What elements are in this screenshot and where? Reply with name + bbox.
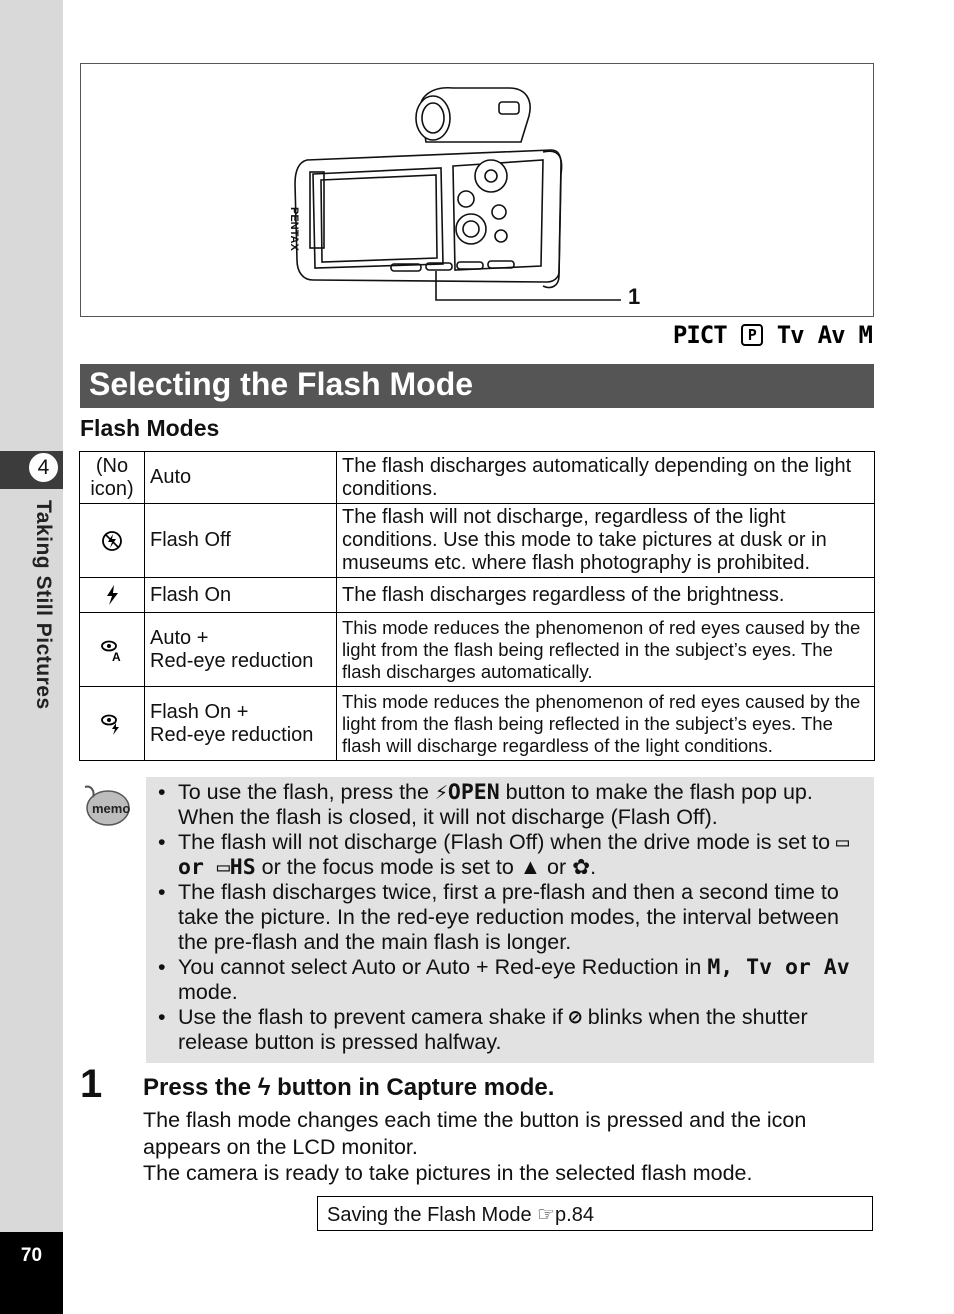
chapter-title: Taking Still Pictures — [32, 500, 55, 710]
camera-illustration — [81, 64, 873, 316]
flash-off-icon — [97, 527, 127, 555]
section-title: Selecting the Flash Mode — [89, 366, 474, 402]
list-item: • You cannot select Auto or Auto + Red-eye Reduction in M, Tv or Av mode. — [158, 955, 874, 1005]
auto-red-eye-icon — [97, 636, 127, 664]
flash-open-button-icon: ⚡OPEN — [434, 780, 500, 805]
mode-name: Auto — [145, 452, 337, 504]
mode-name-line2: Red-eye reduction — [150, 649, 314, 672]
mode-name-line2: Red-eye reduction — [150, 723, 314, 746]
mode-description: This mode reduces the phenomenon of red eyes caused by the light from the flash being reflected in the subject’s eyes. The flash will discharge regardless of the light conditions. — [337, 687, 875, 761]
step-paragraph: The flash mode changes each time the button is pressed and the icon appears on the LCD monitor. — [143, 1108, 807, 1159]
mode-name: Auto + — [150, 626, 209, 649]
page-reference: Saving the Flash Mode ☞p.84 — [317, 1196, 873, 1231]
memo-icon — [81, 783, 131, 829]
flash-on-icon — [97, 581, 127, 609]
memo-icon-label: memo — [92, 801, 131, 816]
pict-mode-icon: PICT — [672, 321, 727, 349]
list-item: • Use the flash to prevent camera shake if ⊘ blinks when the shutter release button is pressed halfway. — [158, 1005, 874, 1055]
mode-name: Flash On + — [150, 700, 249, 723]
table-row — [80, 504, 875, 578]
mode-description: This mode reduces the phenomenon of red eyes caused by the light from the flash being reflected in the subject’s eyes. The flash discharges automatically. — [337, 613, 875, 687]
mode-description: The flash discharges automatically depending on the light conditions. — [337, 452, 875, 504]
step-paragraph: The camera is ready to take pictures in the selected flash mode. — [143, 1161, 753, 1185]
flash-on-red-eye-icon — [97, 710, 127, 738]
drive-mode-icons: ▭ or ▭HS — [178, 830, 849, 880]
av-mode-icon: Av — [817, 321, 845, 349]
step-title: Press the ϟ button in Capture mode. — [143, 1074, 555, 1101]
flash-modes-table — [79, 451, 875, 761]
manual-mode-icon: M — [858, 321, 872, 349]
table-row — [80, 687, 875, 761]
mode-description: The flash discharges regardless of the brightness. — [337, 578, 875, 613]
step-body — [143, 1107, 878, 1187]
subheading: Flash Modes — [80, 415, 220, 441]
table-row — [80, 613, 875, 687]
table-row — [80, 452, 875, 504]
flash-button-icon: ϟ — [257, 1074, 271, 1101]
svg-text:A: A — [112, 649, 121, 664]
exposure-mode-icons: M, Tv or Av — [707, 955, 850, 980]
program-mode-icon: P — [741, 324, 763, 346]
mode-description: The flash will not discharge, regardless of the light conditions. Use this mode to take pictures at dusk or in museums etc. where flash photography is prohibited. — [337, 504, 875, 578]
applicable-modes — [673, 321, 872, 349]
list-item: • To use the flash, press the ⚡OPEN button to make the flash pop up. When the flash is closed, it will not discharge (Flash Off). — [158, 780, 874, 830]
memo-list — [158, 780, 874, 1055]
mode-name: Flash Off — [145, 504, 337, 578]
callout-number: 1 — [628, 284, 641, 309]
camera-shake-icon: ⊘ — [568, 1005, 582, 1030]
mode-name: Flash On — [145, 578, 337, 613]
tv-mode-icon: Tv — [776, 321, 804, 349]
camera-figure — [80, 63, 874, 317]
page-number: 70 — [20, 1245, 43, 1266]
no-icon-label: (No icon) — [80, 452, 145, 504]
chapter-number: 4 — [27, 451, 60, 484]
camera-brand-label: PENTAX — [288, 207, 300, 251]
step-number: 1 — [80, 1062, 103, 1106]
table-row — [80, 578, 875, 613]
list-item: • The flash discharges twice, first a pre-flash and then a second time to take the picture. In the red-eye reduction modes, the interval between the pre-flash and the main flash is longer. — [158, 880, 874, 955]
list-item: • The flash will not discharge (Flash Off) when the drive mode is set to ▭ or ▭HS or the focus mode is set to ▲ or ✿. — [158, 830, 874, 880]
